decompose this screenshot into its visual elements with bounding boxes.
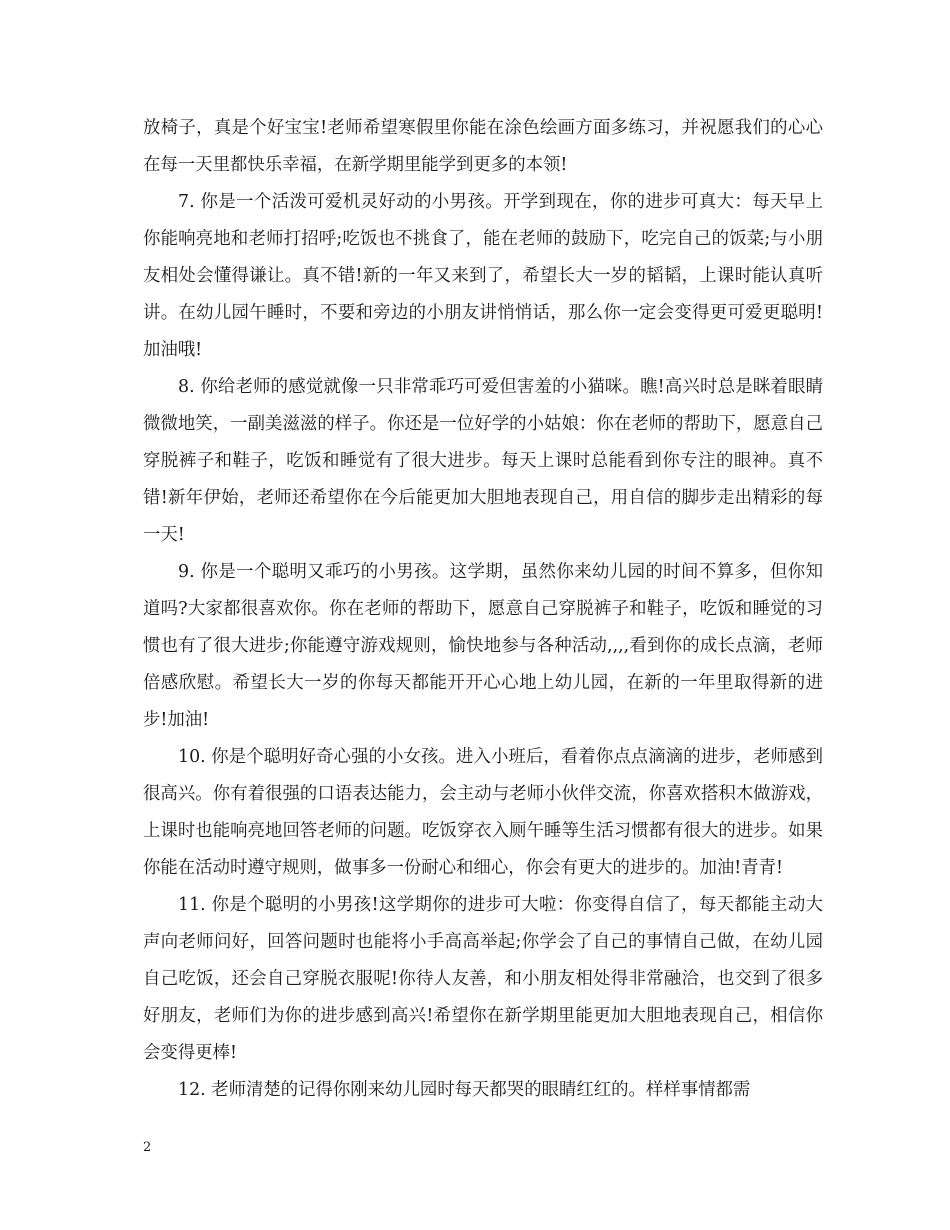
document-body — [143, 110, 823, 1109]
paragraph-item-9: 9. 你是一个聪明又乖巧的小男孩。这学期，虽然你来幼儿园的时间不算多，但你知道吗?大家都很喜欢你。你在老师的帮助下，愿意自己穿脱裤子和鞋子，吃饭和睡觉的习惯也有了很大进步;你能遵守游戏规则，愉快地参与各种活动,,,,看到你的成长点滴，老师倍感欣慰。希望长大一岁的你每天都能开开心心地上幼儿园，在新的一年里取得新的进步!加油! — [143, 562, 823, 730]
paragraph-item-7: 7. 你是一个活泼可爱机灵好动的小男孩。开学到现在，你的进步可真大：每天早上你能响亮地和老师打招呼;吃饭也不挑食了，能在老师的鼓励下，吃完自己的饭菜;与小朋友相处会懂得谦让。真不错!新的一年又来到了，希望长大一岁的韬韬，上课时能认真听讲。在幼儿园午睡时，不要和旁边的小朋友讲悄悄话，那么你一定会变得更可爱更聪明!加油哦! — [143, 192, 823, 360]
page-number: 2 — [143, 1140, 152, 1155]
paragraph-item-10: 10. 你是个聪明好奇心强的小女孩。进入小班后，看着你点点滴滴的进步，老师感到很高兴。你有着很强的口语表达能力，会主动与老师小伙伴交流，你喜欢搭积木做游戏，上课时也能响亮地回答老师的问题。吃饭穿衣入厕午睡等生活习惯都有很大的进步。如果你能在活动时遵守规则，做事多一份耐心和细心，你会有更大的进步的。加油!青青! — [143, 747, 823, 878]
paragraph-continuation: 放椅子，真是个好宝宝!老师希望寒假里你能在涂色绘画方面多练习，并祝愿我们的心心在每一天里都快乐幸福，在新学期里能学到更多的本领! — [143, 118, 823, 175]
paragraph-item-8: 8. 你给老师的感觉就像一只非常乖巧可爱但害羞的小猫咪。瞧!高兴时总是眯着眼睛微微地笑，一副美滋滋的样子。你还是一位好学的小姑娘：你在老师的帮助下，愿意自己穿脱裤子和鞋子，吃饭和睡觉有了很大进步。每天上课时总能看到你专注的眼神。真不错!新年伊始，老师还希望你在今后能更加大胆地表现自己，用自信的脚步走出精彩的每一天! — [143, 377, 823, 545]
paragraph-item-12: 12. 老师清楚的记得你刚来幼儿园时每天都哭的眼睛红红的。样样事情都需 — [178, 1080, 751, 1100]
paragraph-item-11: 11. 你是个聪明的小男孩!这学期你的进步可大啦：你变得自信了，每天都能主动大声向老师问好，回答问题时也能将小手高高举起;你学会了自己的事情自己做，在幼儿园自己吃饭，还会自己穿脱衣服呢!你待人友善，和小朋友相处得非常融洽，也交到了很多好朋友，老师们为你的进步感到高兴!希望你在新学期里能更加大胆地表现自己，相信你会变得更棒! — [143, 895, 823, 1063]
